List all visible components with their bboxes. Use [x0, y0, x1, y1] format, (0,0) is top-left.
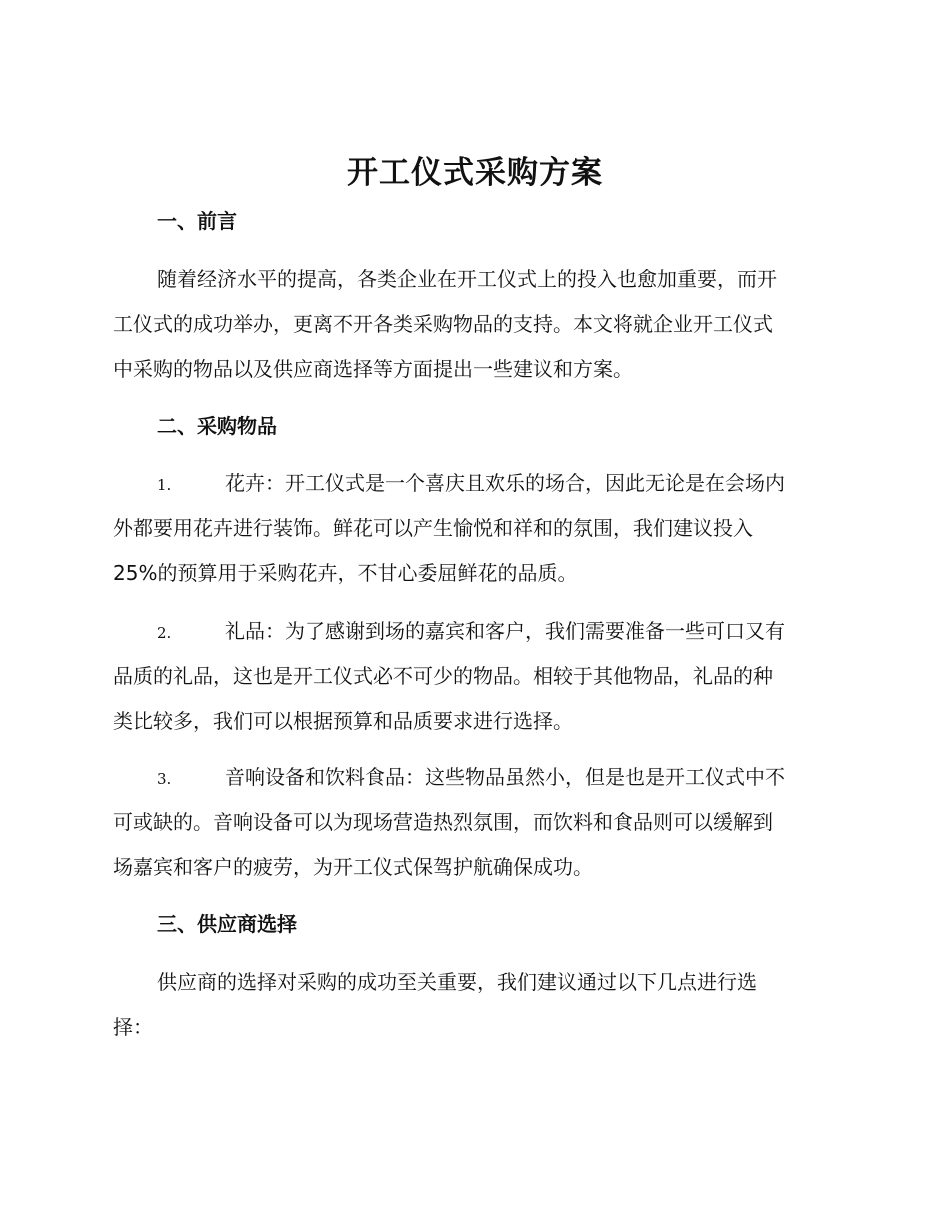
paragraph-line: 随着经济水平的提高，各类企业在开工仪式上的投入也愈加重要，而开 [157, 267, 777, 291]
supplier-paragraph [113, 960, 833, 1050]
list-item-number: 3. [157, 770, 172, 788]
paragraph-line: 工仪式的成功举办，更离不开各类采购物品的支持。本文将就企业开工仪式 [113, 312, 773, 336]
list-item-first-line [113, 461, 833, 506]
list-item-first-line [113, 609, 833, 654]
paragraph-line: 可或缺的。音响设备可以为现场营造热烈氛围，而饮料和食品则可以缓解到 [113, 810, 773, 834]
list-item-first-line [113, 755, 833, 800]
list-item-audio-food [113, 755, 833, 890]
list-item-flowers [113, 461, 833, 596]
paragraph-line: 择： [113, 1015, 153, 1039]
paragraph-line: 场嘉宾和客户的疲劳，为开工仪式保驾护航确保成功。 [113, 855, 593, 879]
document-title: 开工仪式采购方案 [347, 155, 603, 191]
paragraph-line: 供应商的选择对采购的成功至关重要，我们建议通过以下几点进行选 [157, 970, 757, 994]
preface-paragraph [113, 257, 833, 392]
section-heading-purchase-items: 二、采购物品 [157, 414, 277, 438]
paragraph-line: 外都要用花卉进行装饰。鲜花可以产生愉悦和祥和的氛围，我们建议投入 [113, 516, 753, 540]
list-item-number: 2. [157, 624, 172, 642]
paragraph-line: 类比较多，我们可以根据预算和品质要求进行选择。 [113, 709, 573, 733]
paragraph-line: 品质的礼品，这也是开工仪式必不可少的物品。相较于其他物品，礼品的种 [113, 664, 773, 688]
paragraph-line: 25%的预算用于采购花卉，不甘心委屈鲜花的品质。 [113, 561, 578, 585]
paragraph-line: 中采购的物品以及供应商选择等方面提出一些建议和方案。 [113, 357, 633, 381]
section-heading-supplier-selection: 三、供应商选择 [157, 912, 297, 936]
paragraph-line: 礼品：为了感谢到场的嘉宾和客户，我们需要准备一些可口又有 [225, 619, 785, 643]
paragraph-line: 花卉：开工仪式是一个喜庆且欢乐的场合，因此无论是在会场内 [225, 471, 785, 495]
paragraph-line: 音响设备和饮料食品：这些物品虽然小，但是也是开工仪式中不 [225, 765, 785, 789]
list-item-number: 1. [157, 476, 172, 494]
list-item-gifts [113, 609, 833, 744]
section-heading-preface: 一、前言 [157, 209, 237, 233]
